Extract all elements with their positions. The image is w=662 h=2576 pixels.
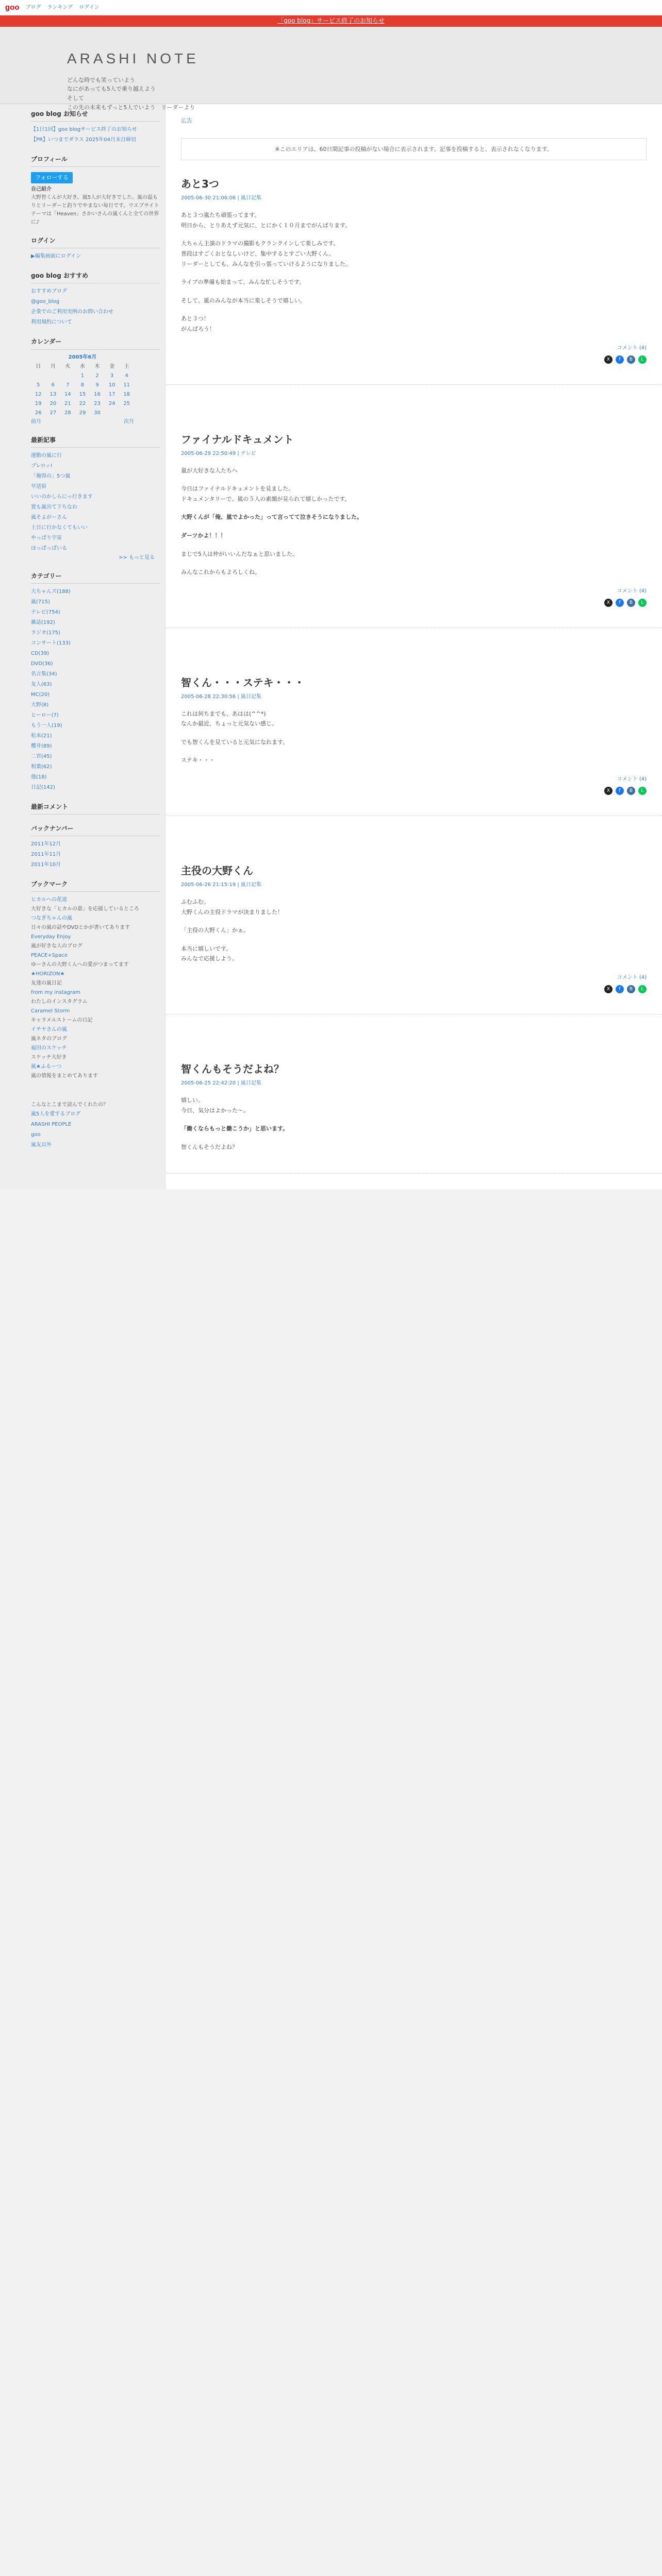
post-line xyxy=(181,748,647,755)
post-line xyxy=(181,523,647,530)
bookmark-link[interactable]: つなぎちゃんの嵐 xyxy=(31,916,72,922)
recent-item[interactable]: 嵐そよがーさん xyxy=(31,514,67,520)
weekday: 土 xyxy=(124,363,129,369)
post-title[interactable]: ファイナルドキュメント xyxy=(181,433,294,446)
blog-post xyxy=(166,176,662,384)
bookmark-link[interactable]: from my instagram xyxy=(31,990,80,996)
post-line xyxy=(181,306,647,313)
cal-day[interactable]: 4 xyxy=(125,372,128,379)
category-item[interactable]: 大野(8) xyxy=(31,702,49,708)
bookmark-desc: ゆーさんの大野くんへの愛がつまってます xyxy=(31,962,129,968)
backnumber-item[interactable]: 2011年10月 xyxy=(31,862,61,868)
recent-item[interactable]: プレ!!ッ! xyxy=(31,463,53,469)
recommend-item[interactable]: 利用規約について xyxy=(31,319,72,326)
notice-item[interactable]: 【1日1回】goo blogサービス終了のお知らせ xyxy=(31,127,137,133)
post-title[interactable]: あと3つ xyxy=(181,178,219,191)
line-share-icon[interactable]: L xyxy=(638,985,647,993)
cal-day[interactable] xyxy=(46,371,61,381)
notice-item[interactable]: 【PR】いつまでダラス 2025年04月末日締切 xyxy=(31,137,137,143)
desc-line: どんな時でも笑っていよう xyxy=(67,76,135,83)
post-line: がんばろう！ xyxy=(181,325,215,332)
ad-notice: ※このエリアは、60日間記事の投稿がない場合に表示されます。記事を投稿すると、表示されなくなります。 xyxy=(181,138,647,161)
cal-day[interactable]: 14 xyxy=(64,391,71,397)
post-line: リーダーとしても、みんなを引っ張っていけるようになりました。 xyxy=(181,260,351,267)
profile-text: 大野智くんが大好き。嵐5人が大好きでした。嵐の温もりとリーダーと釣りでやまない毎日です。ウエブサイトテーマは「Heaven」さかいさんの嵐くんと全ての世界に♪ xyxy=(31,194,159,225)
topbar-link-ranking[interactable]: ランキング xyxy=(47,4,73,10)
cal-day[interactable]: 19 xyxy=(35,400,42,406)
cal-day[interactable]: 28 xyxy=(64,410,71,416)
bookmark-desc: わたしのインスタグラム xyxy=(31,999,88,1005)
cal-day[interactable]: 3 xyxy=(110,372,114,379)
post-meta[interactable]: 2005-06-26 21:15:19 | 嵐日記集 xyxy=(181,882,261,888)
x-share-icon[interactable]: X xyxy=(604,355,613,364)
category-item[interactable]: 二宮(45) xyxy=(31,753,52,759)
post-line xyxy=(181,1116,647,1123)
comment-section xyxy=(31,802,160,815)
post-line: ステキ・・・ xyxy=(181,757,215,764)
share-buttons xyxy=(181,599,647,607)
post-line: 大ちゃん主演のドラマの撮影もクランクインして楽しみです。 xyxy=(181,240,339,247)
login-link[interactable]: ▶編集画面にログイン xyxy=(31,253,81,260)
section-heading: ログイン xyxy=(31,236,160,248)
x-share-icon[interactable]: X xyxy=(604,599,613,607)
post-line xyxy=(181,288,647,295)
post-line: そして、嵐のみんなが本当に楽しそうで嬉しい。 xyxy=(181,297,306,304)
cal-day[interactable] xyxy=(105,409,120,418)
section-heading: バックナンバー xyxy=(31,824,160,836)
bookmark-link[interactable]: ヒカルへの花道 xyxy=(31,897,67,903)
post-meta[interactable]: 2005-06-30 21:06:06 | 嵐日記集 xyxy=(181,195,261,201)
bookmark-share-icon[interactable]: B xyxy=(627,985,635,993)
category-item[interactable]: ラジオ(175) xyxy=(31,630,60,636)
backnumber-item[interactable]: 2011年11月 xyxy=(31,852,61,858)
post-line: 智くんもそうだよね？ xyxy=(181,1143,238,1150)
post-line xyxy=(181,560,647,567)
desc-line: そして xyxy=(67,94,84,101)
blog-description xyxy=(67,76,662,112)
post-title[interactable]: 主役の大野くん xyxy=(181,865,253,877)
login-section xyxy=(31,236,160,262)
category-item[interactable]: コンサート(133) xyxy=(31,640,71,646)
weekday: 木 xyxy=(94,363,100,369)
category-item[interactable]: DVD(36) xyxy=(31,660,53,667)
share-buttons xyxy=(181,985,647,993)
post-line xyxy=(181,231,647,238)
cal-day[interactable]: 27 xyxy=(49,410,57,416)
recent-item[interactable]: やっぱり宇宙 xyxy=(31,535,62,541)
bookmark-share-icon[interactable]: B xyxy=(627,355,635,364)
category-item[interactable]: 嵐(715) xyxy=(31,599,50,605)
bookmark-link[interactable]: イチヤさんの嵐 xyxy=(31,1027,67,1033)
cal-day[interactable]: 21 xyxy=(64,400,71,406)
category-item[interactable]: 雑誌(192) xyxy=(31,619,55,625)
goo-logo[interactable]: goo xyxy=(5,3,20,12)
post-line: これは何ちまでも、あはは(^^*) xyxy=(181,710,266,717)
bookmark-link[interactable]: Caramel Storm xyxy=(31,1008,70,1014)
notice-section xyxy=(31,109,160,145)
bookmark-link[interactable]: PEACE+Space xyxy=(31,953,68,959)
weekday: 日 xyxy=(36,363,41,369)
bookmark-desc: 嵐ネタのブログ xyxy=(31,1036,67,1042)
bookmark-link[interactable]: Everyday Enjoy xyxy=(31,934,71,940)
cal-day[interactable]: 18 xyxy=(123,391,130,397)
comment-link[interactable]: コメント (4) xyxy=(617,776,647,783)
category-item[interactable]: 友人(63) xyxy=(31,681,52,687)
post-line: あと３つ嵐たち頑張ってます。 xyxy=(181,212,260,219)
recent-item[interactable]: 「俺得の」5つ嵐 xyxy=(31,473,71,479)
cal-day[interactable]: 11 xyxy=(123,382,130,388)
category-item[interactable]: 櫻井(89) xyxy=(31,743,52,749)
recommend-item[interactable]: @goo_blog xyxy=(31,299,60,305)
cal-day[interactable]: 9 xyxy=(95,382,99,388)
post-line: ダーツかよ！！！ xyxy=(181,532,226,539)
line-share-icon[interactable]: L xyxy=(638,599,647,607)
recent-item[interactable]: 土日に行かなくてもいい xyxy=(31,524,88,531)
facebook-share-icon[interactable]: f xyxy=(616,985,624,993)
post-meta[interactable]: 2005-06-29 22:50:49 | テレビ xyxy=(181,450,256,456)
cal-day[interactable]: 13 xyxy=(49,391,57,397)
post-line: 嬉しい。 xyxy=(181,1097,204,1104)
post-line: みんなで応援しよう。 xyxy=(181,955,238,962)
bookmark-desc: キャラメルストームの日記 xyxy=(31,1018,93,1024)
sidebar xyxy=(0,104,165,1189)
blog-title[interactable]: ARASHI NOTE xyxy=(67,50,199,66)
cal-day[interactable]: 16 xyxy=(94,391,101,397)
cal-day[interactable]: 12 xyxy=(35,391,42,397)
cal-day[interactable]: 23 xyxy=(94,400,101,406)
category-item[interactable]: CD(39) xyxy=(31,650,49,656)
section-heading: カテゴリー xyxy=(31,571,160,584)
share-buttons xyxy=(181,787,647,795)
post-line: ふむふむ。 xyxy=(181,899,209,906)
desc-line: なにがあっても5人で乗り越えよう xyxy=(67,86,156,93)
section-heading: カレンダー xyxy=(31,337,160,349)
recent-section xyxy=(31,435,160,562)
post-line: 大野くんの主役ドラマが決まりました！ xyxy=(181,908,283,916)
post-body xyxy=(181,709,647,765)
bookmark-desc: 日々の嵐の話やDVDとかが書いてあります xyxy=(31,925,130,931)
category-item[interactable]: もう一人(19) xyxy=(31,722,62,728)
category-item[interactable]: 相葉(62) xyxy=(31,764,52,770)
post-body xyxy=(181,466,647,577)
cal-day[interactable]: 5 xyxy=(37,382,40,388)
post-meta[interactable]: 2005-06-25 22:42:20 | 嵐日記集 xyxy=(181,1080,261,1087)
post-line: 「主役の大野くん」かぁ。 xyxy=(181,927,249,934)
post-line: 嵐が大好きな人たちへ xyxy=(181,467,238,474)
post-line: なんか最近、ちょっと元気ない感じ。 xyxy=(181,720,277,727)
facebook-share-icon[interactable]: f xyxy=(616,787,624,795)
post-line: 今日はファイナルドキュメントを見ました。 xyxy=(181,485,294,493)
cal-day[interactable]: 7 xyxy=(66,382,70,388)
category-item[interactable]: 日記(142) xyxy=(31,784,55,790)
post-line xyxy=(181,1134,647,1142)
bookmark-desc: 大好きな「ヒカルの碁」を応援しているところ xyxy=(31,906,139,912)
post-line xyxy=(181,541,647,549)
cal-day[interactable] xyxy=(60,371,75,381)
topbar-link-blog[interactable]: ブログ xyxy=(25,4,41,10)
comment-link[interactable]: コメント (4) xyxy=(617,588,647,594)
share-buttons xyxy=(181,355,647,364)
cal-day[interactable]: 29 xyxy=(79,410,86,416)
cal-day[interactable] xyxy=(31,371,46,381)
blog-post xyxy=(166,832,662,1014)
post-body xyxy=(181,1096,647,1151)
section-heading: 最新コメント xyxy=(31,802,160,815)
bookmark-desc: 友達の嵐日記 xyxy=(31,980,62,987)
blog-post xyxy=(166,1030,662,1174)
recommend-section xyxy=(31,271,160,328)
cal-day[interactable]: 2 xyxy=(95,372,99,379)
cal-next-link[interactable]: 次月 xyxy=(124,418,134,425)
main-content xyxy=(165,104,662,1189)
post-line: まじで5人は仲がいいんだなぁと思いました。 xyxy=(181,550,298,557)
cal-prev-link[interactable]: 前月 xyxy=(31,418,41,425)
cal-day[interactable]: 20 xyxy=(49,400,57,406)
post-line: 「働くならもっと働こうか」と思います。 xyxy=(181,1125,289,1132)
post-line: 今日、気分はよかった〜。 xyxy=(181,1107,249,1114)
bookmark-tail: こんなとこまで読んでくれたの？ xyxy=(31,1102,108,1108)
cal-day[interactable]: 6 xyxy=(51,382,55,388)
facebook-share-icon[interactable]: f xyxy=(616,355,624,364)
category-item[interactable]: ヒーロー(7) xyxy=(31,712,59,718)
cal-day[interactable] xyxy=(119,409,134,418)
bookmark-share-icon[interactable]: B xyxy=(627,599,635,607)
cal-day[interactable]: 1 xyxy=(80,372,85,379)
category-item[interactable]: テレビ(754) xyxy=(31,609,60,615)
bookmark-link[interactable]: 嵐★ふるーつ xyxy=(31,1064,61,1070)
section-heading: ブックマーク xyxy=(31,879,160,892)
service-end-link[interactable]: 「goo blog」サービス終了のお知らせ xyxy=(277,17,385,25)
cal-day[interactable]: 30 xyxy=(94,410,101,416)
cal-day[interactable]: 17 xyxy=(108,391,115,397)
post-line: あと３つ！ xyxy=(181,315,209,323)
weekday: 月 xyxy=(50,363,56,369)
cal-day[interactable]: 10 xyxy=(108,382,115,388)
profile-name: 自己紹介 xyxy=(31,186,52,192)
recent-more-link[interactable]: >> もっと見る xyxy=(119,554,155,561)
section-heading: goo blog お知らせ xyxy=(31,109,160,122)
post-line: でも智くんを見ていると元気になれます。 xyxy=(181,738,289,745)
blog-post xyxy=(166,400,662,628)
bookmark-link[interactable]: goo xyxy=(31,1132,41,1138)
calendar-section xyxy=(31,337,160,426)
bookmark-link[interactable]: ★HORIZON★ xyxy=(31,971,65,977)
follow-button[interactable]: フォローする xyxy=(31,172,73,183)
bookmark-link[interactable]: 嵐友以外 xyxy=(31,1142,52,1148)
recommend-item[interactable]: 企業でのご利用実例のお問い合わせ xyxy=(31,309,113,315)
section-heading: 最新記事 xyxy=(31,435,160,448)
x-share-icon[interactable]: X xyxy=(604,985,613,993)
comment-link[interactable]: コメント (4) xyxy=(617,975,647,981)
post-body xyxy=(181,211,647,333)
bookmark-link[interactable]: ARASHI PEOPLE xyxy=(31,1122,72,1128)
post-title[interactable]: 智くん・・・ステキ・・・ xyxy=(181,676,305,689)
recent-item[interactable]: 置も嵐出て下ちなわ xyxy=(31,504,77,510)
post-line: ドキュメンタリーで、嵐の５人の素顔が見られて嬉しかったです。 xyxy=(181,495,351,502)
category-item[interactable]: 大ちゃんズ(188) xyxy=(31,588,71,595)
post-line xyxy=(181,730,647,737)
service-end-banner xyxy=(0,15,662,27)
line-share-icon[interactable]: L xyxy=(638,787,647,795)
blog-post xyxy=(166,643,662,816)
post-line: みんなこれからもよろしくね。 xyxy=(181,569,260,576)
recent-item[interactable]: 早送宿 xyxy=(31,483,46,489)
bookmark-share-icon[interactable]: B xyxy=(627,787,635,795)
post-line: 大野くんが「俺、嵐でよかった」って言ってて泣きそうになりました。 xyxy=(181,514,362,521)
bookmark-section xyxy=(31,879,160,1150)
post-line xyxy=(181,936,647,943)
desc-line: この先の未来もずっと5人でいよう リーダーより xyxy=(67,104,195,111)
comment-link[interactable]: コメント (4) xyxy=(617,345,647,351)
recent-item[interactable]: 運動の嵐に行 xyxy=(31,452,62,459)
category-item[interactable]: 松本(21) xyxy=(31,733,52,739)
line-share-icon[interactable]: L xyxy=(638,355,647,364)
backnumber-section xyxy=(31,824,160,870)
post-body xyxy=(181,897,647,963)
post-line: 明日から、とりあえず元気に、とにかく１０月までがんばります。 xyxy=(181,222,351,229)
recommend-item[interactable]: おすすめブログ xyxy=(31,289,68,295)
post-line xyxy=(181,918,647,925)
post-line: 本当に嬉しいです。 xyxy=(181,945,232,952)
bookmark-desc: スケッチ大好き xyxy=(31,1055,67,1061)
cal-day[interactable]: 8 xyxy=(80,382,85,388)
goo-top-bar xyxy=(0,0,662,15)
weekday: 火 xyxy=(65,363,71,369)
cal-day[interactable]: 25 xyxy=(123,400,130,406)
post-line xyxy=(181,476,647,483)
calendar-caption: 2005年6月 xyxy=(68,354,97,360)
recent-item[interactable]: いいのかしらにっ行きます xyxy=(31,494,93,500)
category-item[interactable]: 名言集(34) xyxy=(31,671,57,677)
recent-item[interactable]: ほっぱっぱいる xyxy=(31,545,67,551)
post-line: 普段はすごくおとなしいけど、集中するとすごい大野くん。 xyxy=(181,250,335,257)
calendar xyxy=(31,353,134,418)
topbar-link-login[interactable]: ログイン xyxy=(79,4,100,10)
profile-section xyxy=(31,155,160,227)
cal-day[interactable]: 22 xyxy=(79,400,86,406)
bookmark-desc: 嵐の情報をまとめてあります xyxy=(31,1073,98,1079)
cal-day[interactable]: 26 xyxy=(35,410,42,416)
section-heading: goo blog おすすめ xyxy=(31,271,160,283)
bookmark-link[interactable]: 福田のスケッチ xyxy=(31,1045,67,1052)
cal-day[interactable]: 15 xyxy=(79,391,86,397)
post-line xyxy=(181,269,647,277)
facebook-share-icon[interactable]: f xyxy=(616,599,624,607)
bookmark-desc: 嵐が好きな人のブログ xyxy=(31,943,82,950)
cal-day[interactable]: 24 xyxy=(108,400,115,406)
post-line: ライブの準備も始まって、みんな忙しそうです。 xyxy=(181,279,305,286)
post-line xyxy=(181,504,647,512)
weekday: 水 xyxy=(79,363,85,369)
weekday: 金 xyxy=(109,363,115,369)
post-title[interactable]: 智くんもそうだよね？ xyxy=(181,1063,284,1076)
backnumber-item[interactable]: 2011年12月 xyxy=(31,841,61,848)
category-item[interactable]: MC(20) xyxy=(31,691,50,698)
post-meta[interactable]: 2005-06-28 22:30:56 | 嵐日記集 xyxy=(181,693,261,700)
bookmark-link[interactable]: 嵐5人を愛するブログ xyxy=(31,1111,81,1117)
section-heading: プロフィール xyxy=(31,155,160,167)
ad-label: 広告 xyxy=(181,117,192,124)
blog-header xyxy=(0,27,662,111)
x-share-icon[interactable]: X xyxy=(604,787,613,795)
category-item[interactable]: 他(18) xyxy=(31,774,47,780)
category-section xyxy=(31,571,160,793)
